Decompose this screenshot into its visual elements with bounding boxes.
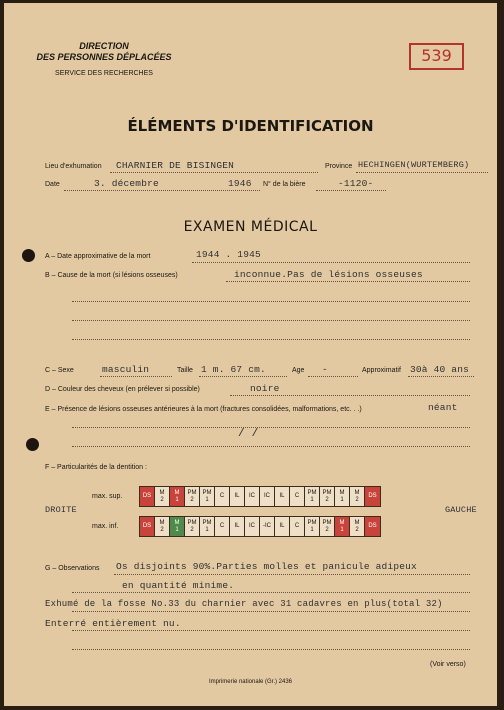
province-label: Province — [325, 163, 353, 170]
observation-line-2: en quantité minime. — [122, 580, 235, 591]
tooth-cell: DS — [140, 487, 155, 506]
tooth-cell: IC — [245, 487, 260, 506]
tooth-cell: PM 1 — [305, 487, 320, 506]
tooth-cell: PM 2 — [185, 487, 200, 506]
approx-label: Approximatif — [362, 367, 401, 374]
line-age — [308, 376, 358, 377]
max-sup-label: max. sup. — [92, 493, 123, 500]
tooth-cell: -IC — [260, 517, 275, 536]
line-B — [226, 281, 470, 282]
label-E: E – Présence de lésions osseuses antérieures à la mort (fractures consolidées, malformations, etc. . .) — [45, 406, 362, 413]
tooth-cell: PM 2 — [320, 487, 335, 506]
tooth-cell: M 2 — [350, 487, 365, 506]
biere-line — [316, 190, 386, 191]
exam-title: EXAMEN MÉDICAL — [183, 219, 318, 235]
tooth-cell: IL — [275, 517, 290, 536]
biere-label: N° de la bière — [263, 181, 306, 188]
line-D — [230, 395, 470, 396]
line-B4 — [72, 339, 470, 340]
value-D: noire — [250, 383, 280, 394]
date-value: 3. décembre — [94, 178, 159, 189]
tooth-cell: PM 2 — [185, 517, 200, 536]
line-G1 — [114, 574, 470, 575]
header-service: SERVICE DES RECHERCHES — [55, 70, 153, 77]
date-line — [64, 190, 260, 191]
tooth-cell: PM 2 — [320, 517, 335, 536]
line-E2 — [72, 427, 470, 428]
tooth-cell: DS — [365, 487, 380, 506]
printer-footer: Imprimerie nationale (Gr.) 2436 — [208, 679, 293, 685]
voir-verso: (Voir verso) — [430, 661, 466, 668]
biere-value: -1120- — [338, 178, 374, 189]
label-G: G – Observations — [45, 565, 100, 572]
label-D: D – Couleur des cheveux (en prélever si possible) — [45, 386, 200, 393]
tooth-cell: IL — [230, 517, 245, 536]
line-approx — [408, 376, 474, 377]
value-A: 1944 . 1945 — [196, 249, 261, 260]
tooth-cell: DS — [365, 517, 380, 536]
province-value: HECHINGEN(WURTEMBERG) — [358, 160, 470, 170]
value-taille: 1 m. 67 cm. — [201, 364, 266, 375]
tooth-cell: M 1 — [335, 487, 350, 506]
max-inf-label: max. inf. — [92, 523, 119, 530]
observation-line-4: Enterré entièrement nu. — [45, 618, 181, 629]
tooth-cell: PM 1 — [200, 517, 215, 536]
line-taille — [199, 376, 287, 377]
gauche-label: GAUCHE — [445, 505, 477, 515]
lieu-label: Lieu d'exhumation — [45, 163, 102, 170]
header-personnes-deplacees: DES PERSONNES DÉPLACÉES — [36, 52, 172, 62]
mark-E: / / — [238, 428, 259, 440]
tooth-cell: M 1 — [170, 487, 185, 506]
punch-hole-top — [22, 249, 35, 262]
tooth-cell: C — [215, 517, 230, 536]
value-C-sexe: masculin — [102, 364, 150, 375]
taille-label: Taille — [177, 367, 193, 374]
lieu-value: CHARNIER DE BISINGEN — [116, 160, 235, 171]
tooth-cell: IC — [260, 487, 275, 506]
tooth-cell: IC — [245, 517, 260, 536]
line-C-sexe — [100, 376, 172, 377]
teeth-upper-row — [139, 486, 381, 507]
tooth-cell: PM 1 — [305, 517, 320, 536]
province-line — [356, 172, 488, 173]
date-label: Date — [45, 181, 60, 188]
header-direction: DIRECTION — [79, 41, 129, 51]
line-A — [192, 262, 470, 263]
tooth-cell: PM 1 — [200, 487, 215, 506]
line-B2 — [72, 301, 470, 302]
value-E: néant — [428, 402, 458, 413]
tooth-cell: C — [290, 517, 305, 536]
tooth-cell: C — [290, 487, 305, 506]
value-approx: 30à 40 ans — [410, 364, 470, 375]
page-title: ÉLÉMENTS D'IDENTIFICATION — [127, 117, 374, 135]
value-B: inconnue.Pas de lésions osseuses — [234, 269, 423, 280]
line-G4 — [72, 630, 470, 631]
tooth-cell: M 2 — [155, 517, 170, 536]
label-C: C – Sexe — [45, 367, 74, 374]
date-year: 1946 — [228, 178, 252, 189]
tooth-cell: M 1 — [170, 517, 185, 536]
tooth-cell: IL — [275, 487, 290, 506]
droite-label: DROITE — [45, 505, 77, 515]
label-B: B – Cause de la mort (si lésions osseuses) — [45, 272, 178, 279]
line-B3 — [72, 320, 470, 321]
tooth-cell: M 1 — [335, 517, 350, 536]
tooth-cell: C — [215, 487, 230, 506]
lieu-line — [110, 172, 318, 173]
observation-line-1: Os disjoints 90%.Parties molles et panicule adipeux — [116, 561, 417, 572]
line-G5 — [72, 649, 470, 650]
teeth-lower-row — [139, 516, 381, 537]
line-E3 — [72, 446, 470, 447]
tooth-cell: IL — [230, 487, 245, 506]
line-G3 — [72, 611, 470, 612]
age-label: Age — [292, 367, 305, 374]
tooth-cell: M 2 — [155, 487, 170, 506]
observation-line-3: Exhumé de la fosse No.33 du charnier avec 31 cadavres en plus(total 32) — [45, 599, 443, 609]
tooth-cell: M 2 — [350, 517, 365, 536]
identification-form — [4, 3, 497, 706]
tooth-cell: DS — [140, 517, 155, 536]
label-F: F – Particularités de la dentition : — [45, 464, 147, 471]
label-A: A – Date approximative de la mort — [45, 253, 151, 260]
value-age: - — [322, 364, 328, 375]
punch-hole-bottom — [26, 438, 39, 451]
line-G2 — [72, 592, 470, 593]
reference-number-box: 539 — [409, 43, 464, 70]
